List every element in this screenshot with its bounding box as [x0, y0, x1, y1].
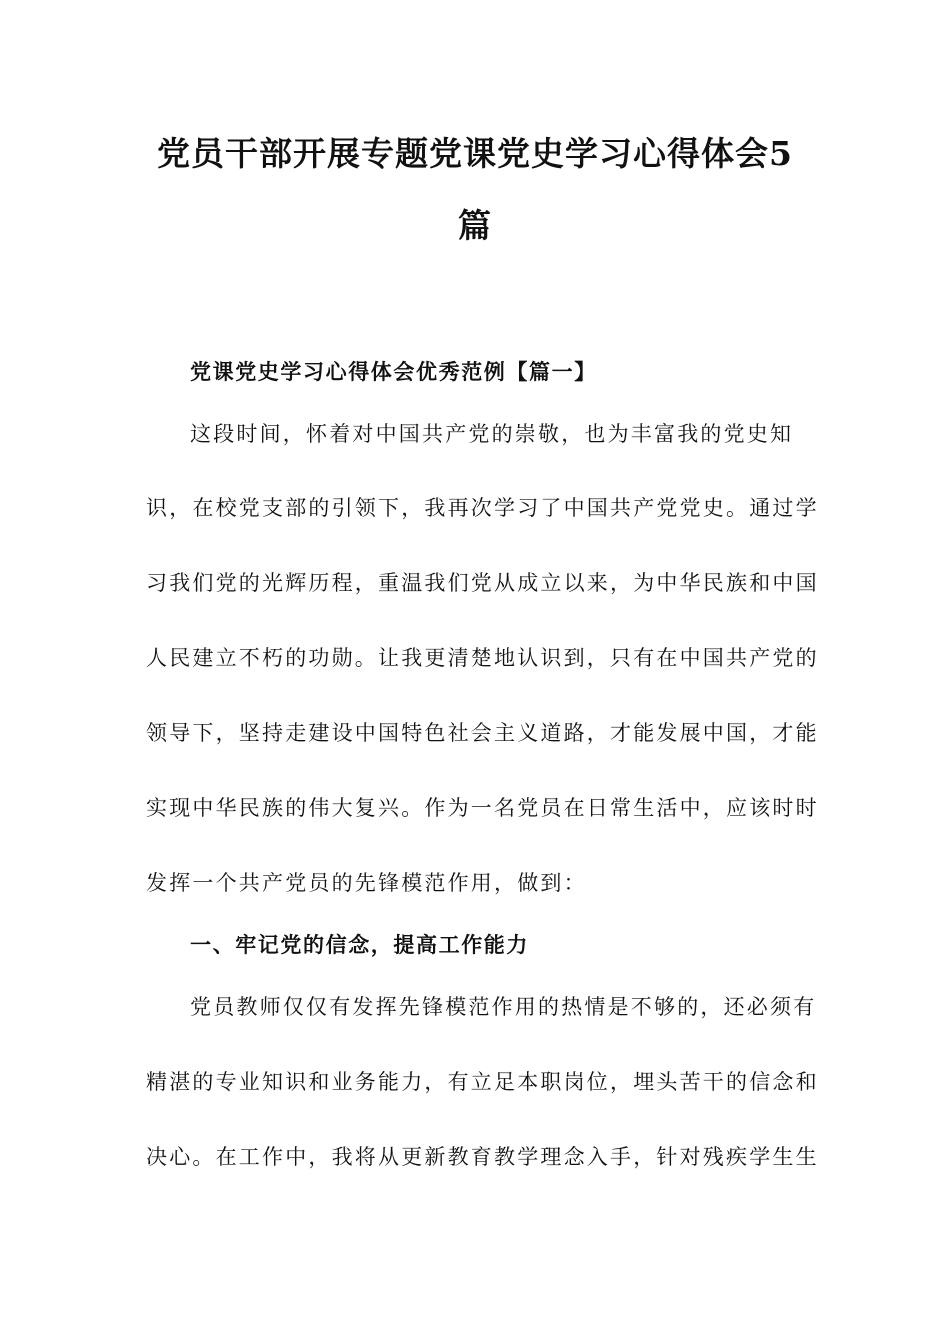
subheading: 一、牢记党的信念，提高工作能力	[190, 932, 529, 957]
paragraph-line: 发挥一个共产党员的先锋模范作用，做到：	[146, 871, 587, 895]
paragraph-line: 习我们党的光辉历程，重温我们党从成立以来，为中华民族和中国	[146, 571, 819, 595]
paragraph-line: 这段时间，怀着对中国共产党的崇敬，也为丰富我的党史知	[190, 422, 794, 446]
paragraph-line: 实现中华民族的伟大复兴。作为一名党员在日常生活中，应该时时	[146, 796, 819, 820]
paragraph-line: 领导下，坚持走建设中国特色社会主义道路，才能发展中国，才能	[146, 721, 819, 745]
paragraph-line: 党员教师仅仅有发挥先锋模范作用的热情是不够的，还必须有	[190, 995, 817, 1019]
paragraph-line: 识，在校党支部的引领下，我再次学习了中国共产党党史。通过学	[146, 496, 819, 520]
paragraph-line: 人民建立不朽的功勋。让我更清楚地认识到，只有在中国共产党的	[146, 646, 819, 670]
section-heading: 党课党史学习心得体会优秀范例【篇一】	[190, 359, 597, 384]
paragraph-line: 决心。在工作中，我将从更新教育教学理念入手，针对残疾学生生	[146, 1145, 819, 1169]
paragraph-line: 精湛的专业知识和业务能力，有立足本职岗位，埋头苦干的信念和	[146, 1070, 819, 1094]
document-title-line-2: 篇	[458, 206, 492, 245]
document-title-line-1: 党员干部开展专题党课党史学习心得体会5	[157, 134, 793, 173]
